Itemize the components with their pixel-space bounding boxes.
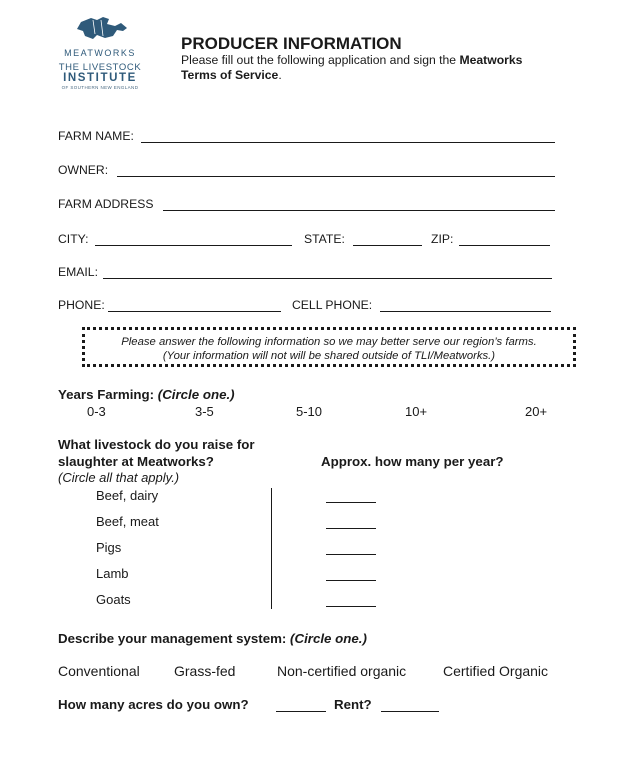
- farm-name-label: FARM NAME:: [58, 129, 134, 143]
- city-field[interactable]: [95, 245, 292, 246]
- cell-phone-field[interactable]: [380, 311, 551, 312]
- livestock-option-beef-meat[interactable]: Beef, meat: [96, 514, 159, 529]
- phone-field[interactable]: [108, 311, 281, 312]
- management-option-non-certified-organic[interactable]: Non-certified organic: [277, 663, 407, 679]
- pigs-count-field[interactable]: [326, 554, 376, 555]
- beef-meat-count-field[interactable]: [326, 528, 376, 529]
- years-option-10-plus[interactable]: 10+: [405, 404, 428, 419]
- logo-institute: INSTITUTE: [63, 72, 137, 84]
- years-farming-label: Years Farming:: [58, 387, 158, 402]
- email-label: EMAIL:: [58, 265, 98, 279]
- years-option-3-5[interactable]: 3-5: [195, 404, 214, 419]
- owner-label: OWNER:: [58, 163, 109, 177]
- lamb-count-field[interactable]: [326, 580, 376, 581]
- farm-name-field[interactable]: [141, 142, 555, 143]
- livestock-question-line-2: slaughter at Meatworks?: [58, 454, 214, 469]
- phone-label: PHONE:: [58, 298, 105, 312]
- years-farming-instruction: (Circle one.): [157, 387, 235, 402]
- email-field[interactable]: [103, 278, 552, 279]
- page-title: PRODUCER INFORMATION: [181, 34, 402, 53]
- livestock-question-line-1: What livestock do you raise for: [58, 437, 255, 452]
- privacy-notice-box: [82, 327, 576, 367]
- acres-own-field[interactable]: [276, 711, 326, 712]
- management-option-certified-organic[interactable]: Certified Organic: [443, 663, 549, 679]
- zip-label: ZIP:: [431, 232, 454, 246]
- subtitle-prefix: Please fill out the following application and sign the: [181, 53, 460, 67]
- terms-of-service-link: Meatworks Terms of Service: [181, 53, 523, 82]
- acres-own-label: How many acres do you own?: [58, 697, 249, 712]
- logo-southern-new-england: OF SOUTHERN NEW ENGLAND: [61, 85, 139, 90]
- goats-count-field[interactable]: [326, 606, 376, 607]
- management-instruction: (Circle one.): [290, 631, 367, 646]
- management-label: Describe your management system:: [58, 631, 291, 646]
- acres-rent-field[interactable]: [381, 711, 439, 712]
- livestock-divider: [271, 488, 272, 609]
- farm-address-label: FARM ADDRESS: [58, 197, 154, 211]
- approx-per-year-label: Approx. how many per year?: [321, 454, 504, 469]
- years-option-20-plus[interactable]: 20+: [525, 404, 548, 419]
- logo-the-livestock: THE LIVESTOCK: [58, 62, 142, 73]
- livestock-option-goats[interactable]: Goats: [96, 592, 131, 607]
- years-option-0-3[interactable]: 0-3: [87, 404, 106, 419]
- management-option-grass-fed[interactable]: Grass-fed: [174, 663, 236, 679]
- beef-dairy-count-field[interactable]: [326, 502, 376, 503]
- cell-phone-label: CELL PHONE:: [292, 298, 373, 312]
- subtitle-suffix: .: [278, 68, 282, 82]
- management-option-conventional[interactable]: Conventional: [58, 663, 140, 679]
- city-label: CITY:: [58, 232, 89, 246]
- new-england-map-icon: [67, 14, 133, 46]
- page-subtitle: [181, 53, 561, 83]
- owner-field[interactable]: [117, 176, 555, 177]
- livestock-option-pigs[interactable]: Pigs: [96, 540, 122, 555]
- state-label: STATE:: [304, 232, 345, 246]
- years-option-5-10[interactable]: 5-10: [296, 404, 323, 419]
- notice-line-1: Please answer the following information so we may better serve our region’s farms.: [121, 336, 537, 348]
- livestock-option-beef-dairy[interactable]: Beef, dairy: [96, 488, 159, 503]
- farm-address-field[interactable]: [163, 210, 555, 211]
- livestock-instruction: (Circle all that apply.): [58, 470, 180, 485]
- logo: [50, 14, 150, 90]
- notice-line-2: (Your information will not will be shared outside of TLI/Meatworks.): [162, 350, 496, 362]
- livestock-question: [58, 436, 255, 470]
- state-field[interactable]: [353, 245, 422, 246]
- years-farming-question: [58, 387, 235, 402]
- acres-rent-label: Rent?: [334, 697, 372, 712]
- zip-field[interactable]: [459, 245, 550, 246]
- management-question: [58, 631, 367, 646]
- livestock-option-lamb[interactable]: Lamb: [96, 566, 129, 581]
- logo-meatworks: MEATWORKS: [64, 48, 136, 58]
